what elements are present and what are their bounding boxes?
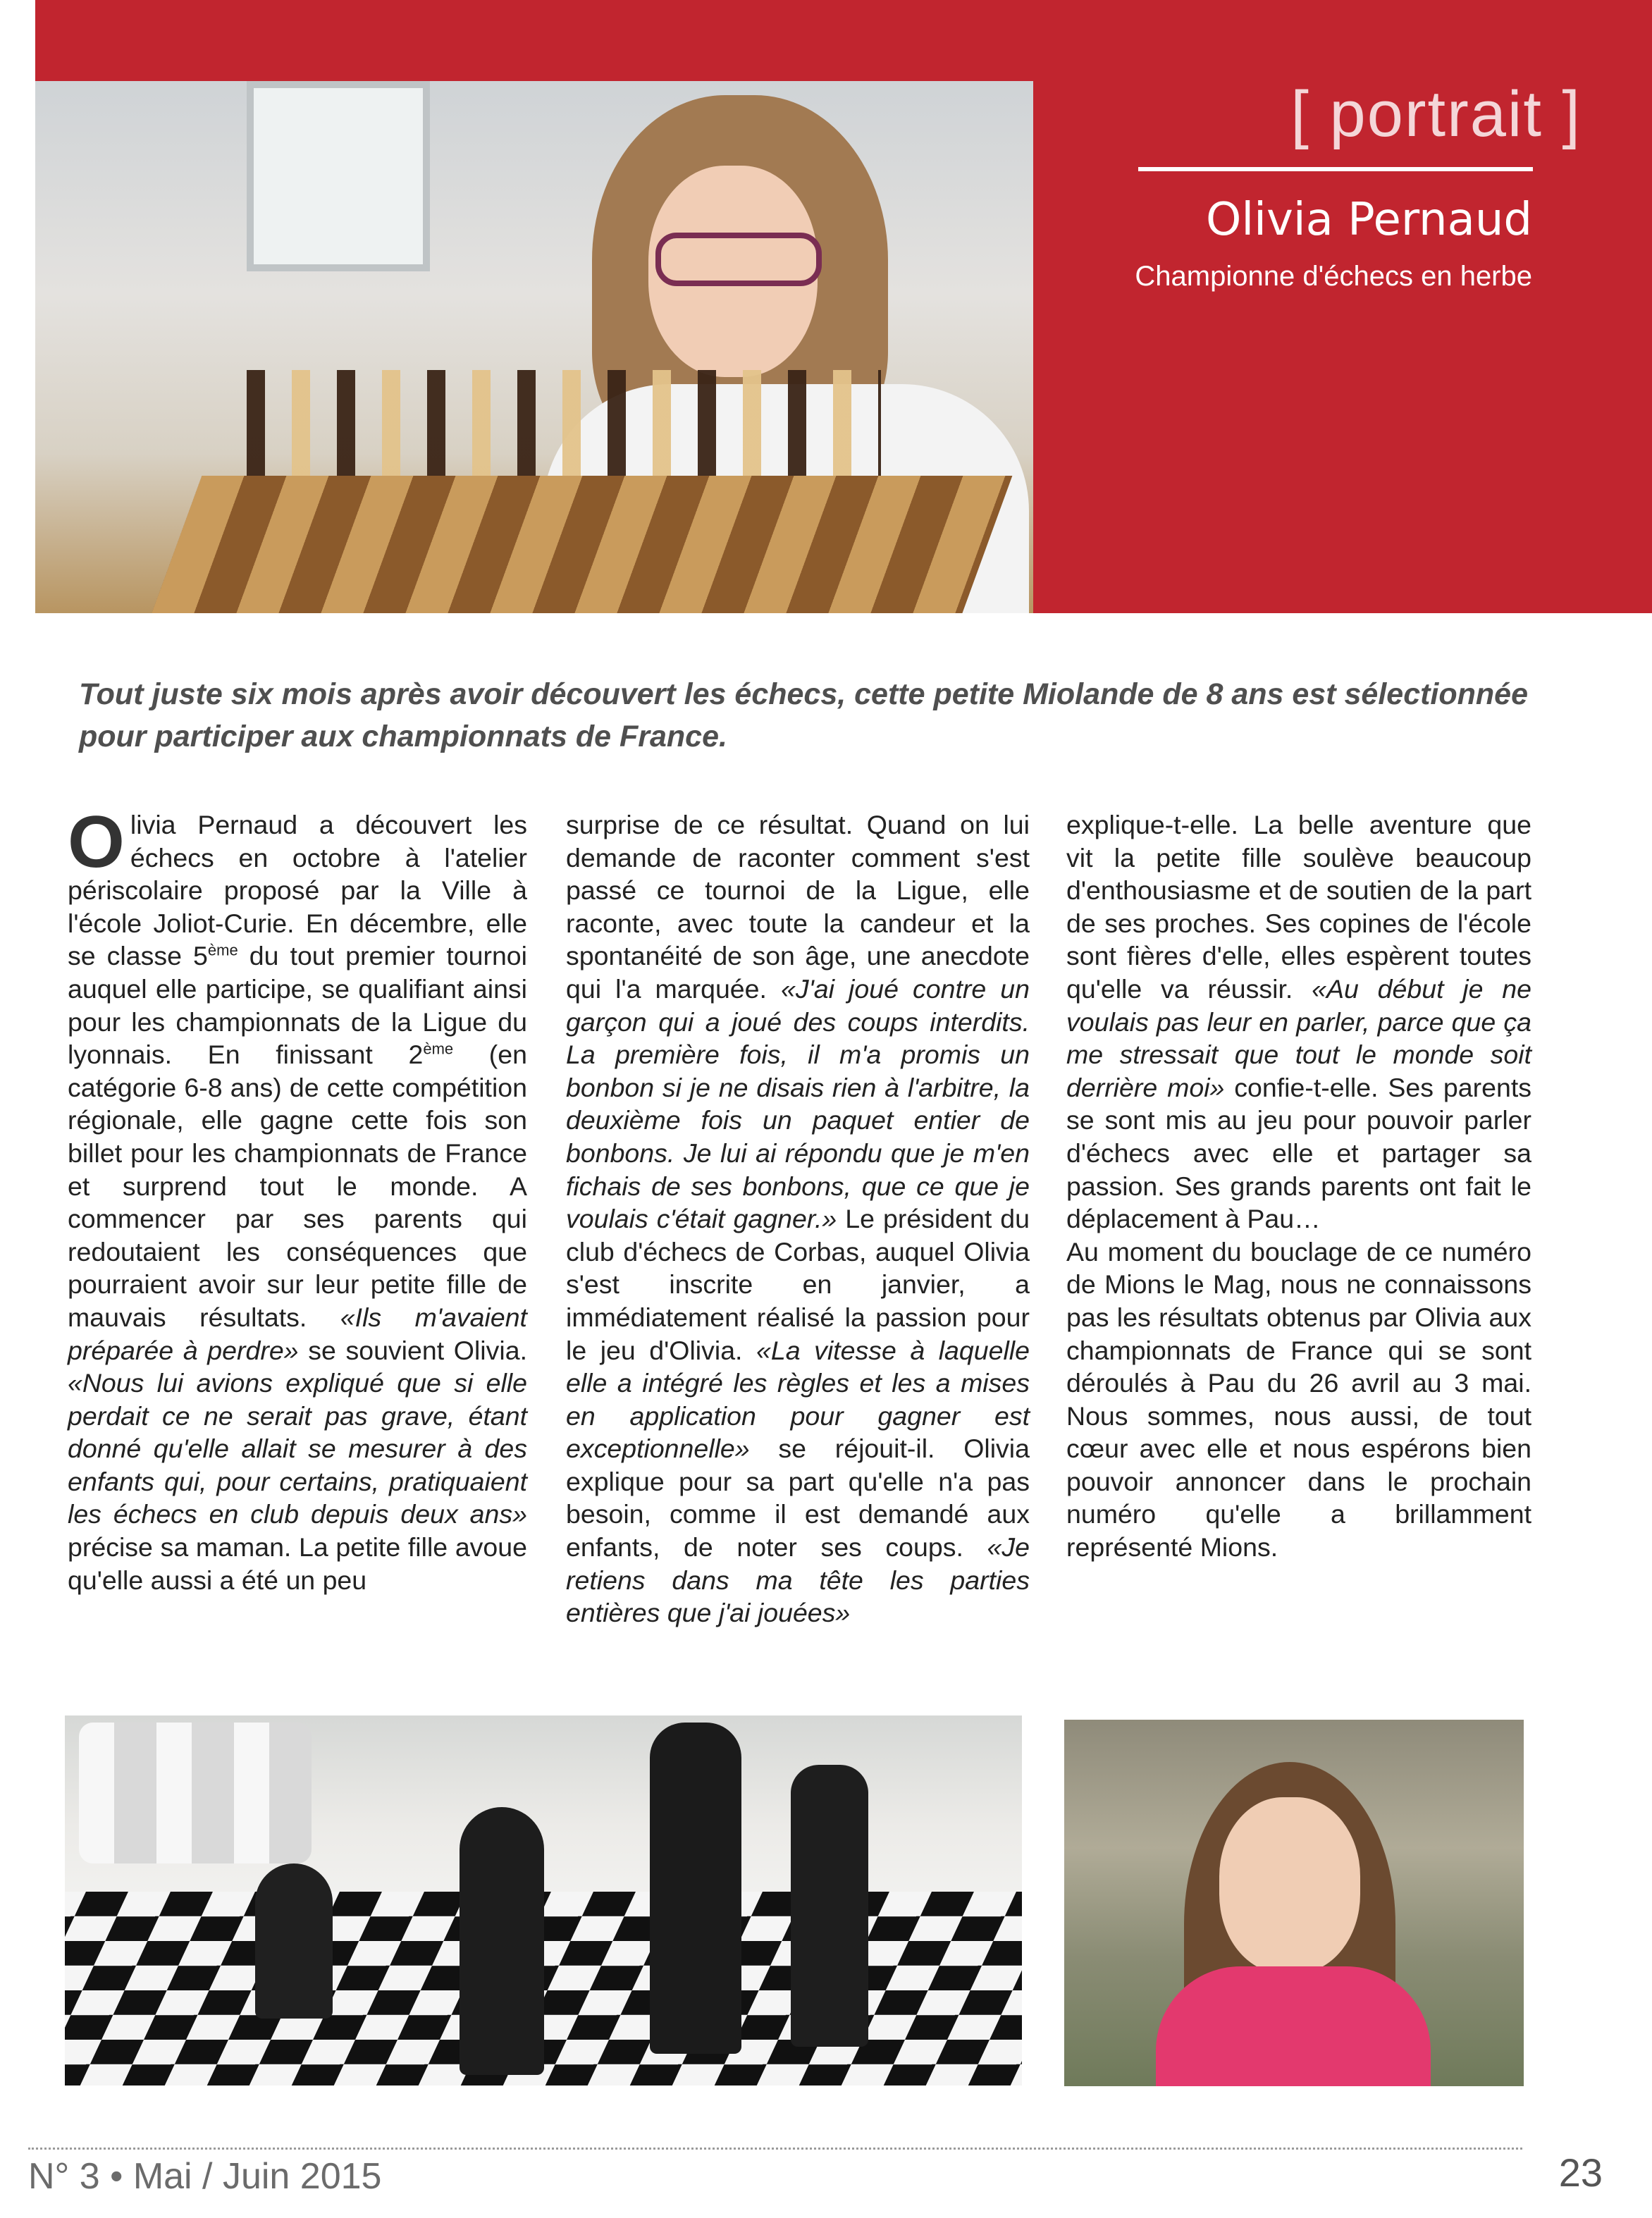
header-rule	[1138, 167, 1533, 171]
photo-chess-pieces-closeup	[65, 1715, 1022, 2085]
text-run: explique-t-elle. La belle aventure que vit la petite fille soulève beaucoup d'enthousiasme et de soutien de la part de ses proches. Ses copines de l'école sont fières d'elle, elles espèrent toutes qu'elle va réussir.	[1066, 810, 1531, 1004]
footer-issue: N° 3 • Mai / Juin 2015	[28, 2156, 382, 2197]
photo-window	[247, 81, 430, 271]
photo-portrait-face	[1219, 1797, 1360, 1973]
photo-olivia-portrait	[1064, 1720, 1524, 2086]
text-run: précise sa maman. La petite fille avoue qu'elle aussi a été un peu	[68, 1532, 527, 1595]
text-run: se souvient Olivia.	[298, 1335, 527, 1365]
text-run: surprise de ce résultat. Quand on lui demande de raconter comment s'est passé ce tournoi de la Ligue, elle raconte, avec toute la candeur et la spontanéité de son âge, une anecdote qui l'a marquée.	[566, 810, 1030, 1004]
footer-rule	[28, 2148, 1522, 2150]
article-title: Olivia Pernaud	[1206, 194, 1532, 246]
superscript: ème	[207, 941, 238, 959]
superscript: ème	[423, 1040, 454, 1058]
column-3-paragraph-1	[1066, 808, 1531, 1236]
photo-chessboard	[151, 476, 1013, 613]
photo-black-king	[650, 1723, 741, 2054]
photo-white-pieces	[79, 1723, 312, 1863]
dropcap: O	[68, 801, 125, 883]
article-column-2	[566, 808, 1030, 1629]
section-label: [ portrait ]	[1290, 78, 1582, 150]
photo-portrait-jacket	[1156, 1966, 1431, 2086]
text-run: livia Pernaud a découvert les échecs en octobre à l'atelier périscolaire proposé par la Ville à l'école Joliot-Curie. En décembre, elle se classe 5	[68, 810, 527, 971]
text-run: du tout premier tournoi auquel elle participe, se qualifiant ainsi pour les championnats de la Ligue du lyonnais. En finissant 2	[68, 941, 527, 1070]
article-column-1	[68, 801, 527, 1596]
quote: «Ils m'avaient préparée à perdre»	[68, 1302, 527, 1365]
quote: «Au début je ne voulais pas leur en parler, parce que ça me stressait que tout le monde soit derrière moi»	[1066, 973, 1531, 1102]
column-2-paragraph	[566, 808, 1030, 1629]
article-subtitle: Championne d'échecs en herbe	[1135, 261, 1532, 292]
article-column-3	[1066, 808, 1531, 1564]
text-run: (en catégorie 6-8 ans) de cette compétition régionale, elle gagne cette fois son billet pour les championnats de France et surprend tout le monde. A commencer par ses parents qui redoutaient les conséquences que pourraient avoir sur leur petite fille de mauvais résultats.	[68, 1040, 527, 1332]
text-run: Le président du club d'échecs de Corbas, auquel Olivia s'est inscrite en janvier, a immédiatement réalisé la passion pour le jeu d'Olivia.	[566, 1204, 1030, 1365]
quote: «J'ai joué contre un garçon qui a joué des coups interdits. La première fois, il m'a promis un bonbon si je ne disais rien à l'arbitre, la deuxième fois un paquet entier de bonbons. Je lui ai répondu que je m'en fichais de ses bonbons, que ce que je voulais c'était gagner.»	[566, 973, 1030, 1234]
quote: «La vitesse à laquelle elle a intégré les règles et les a mises en application pour gagner est exceptionnelle»	[566, 1335, 1030, 1464]
quote: «Je retiens dans ma tête les parties entières que j'ai jouées»	[566, 1532, 1030, 1628]
photo-black-queen	[791, 1765, 868, 2047]
photo-chess-pieces	[247, 370, 881, 476]
header-photo-girl-playing-chess	[35, 81, 1033, 613]
photo-glasses	[655, 233, 822, 286]
photo-black-bishop	[460, 1807, 544, 2075]
text-run: se réjouit-il. Olivia explique pour sa part qu'elle n'a pas besoin, comme il est demandé aux enfants, de noter ses coups.	[566, 1434, 1030, 1563]
text-run: confie-t-elle. Ses parents se sont mis au jeu pour pouvoir parler d'échecs avec elle et partager sa passion. Ses grands parents ont fait le déplacement à Pau…	[1066, 1072, 1531, 1234]
quote: «Nous lui avions expliqué que si elle perdait ce ne serait pas grave, étant donné qu'elle allait se mesurer à des enfants qui, pour certains, pratiquaient les échecs en club depuis deux ans»	[68, 1368, 527, 1529]
photo-black-pawn	[255, 1863, 333, 2019]
column-1-paragraph	[68, 801, 527, 1596]
page-number: 23	[1558, 2150, 1603, 2195]
column-3-paragraph-2: Au moment du bouclage de ce numéro de Mions le Mag, nous ne connaissons pas les résultats obtenus par Olivia aux championnats de France qui se sont déroulés à Pau du 26 avril au 3 mai. Nous sommes, nous aussi, de tout cœur avec elle et nous espérons bien pouvoir annoncer dans le prochain numéro qu'elle a brillamment représenté Mions.	[1066, 1236, 1531, 1563]
lead-paragraph: Tout juste six mois après avoir découvert les échecs, cette petite Miolande de 8 ans est sélectionnée pour participer aux championnats de France.	[79, 677, 1529, 753]
